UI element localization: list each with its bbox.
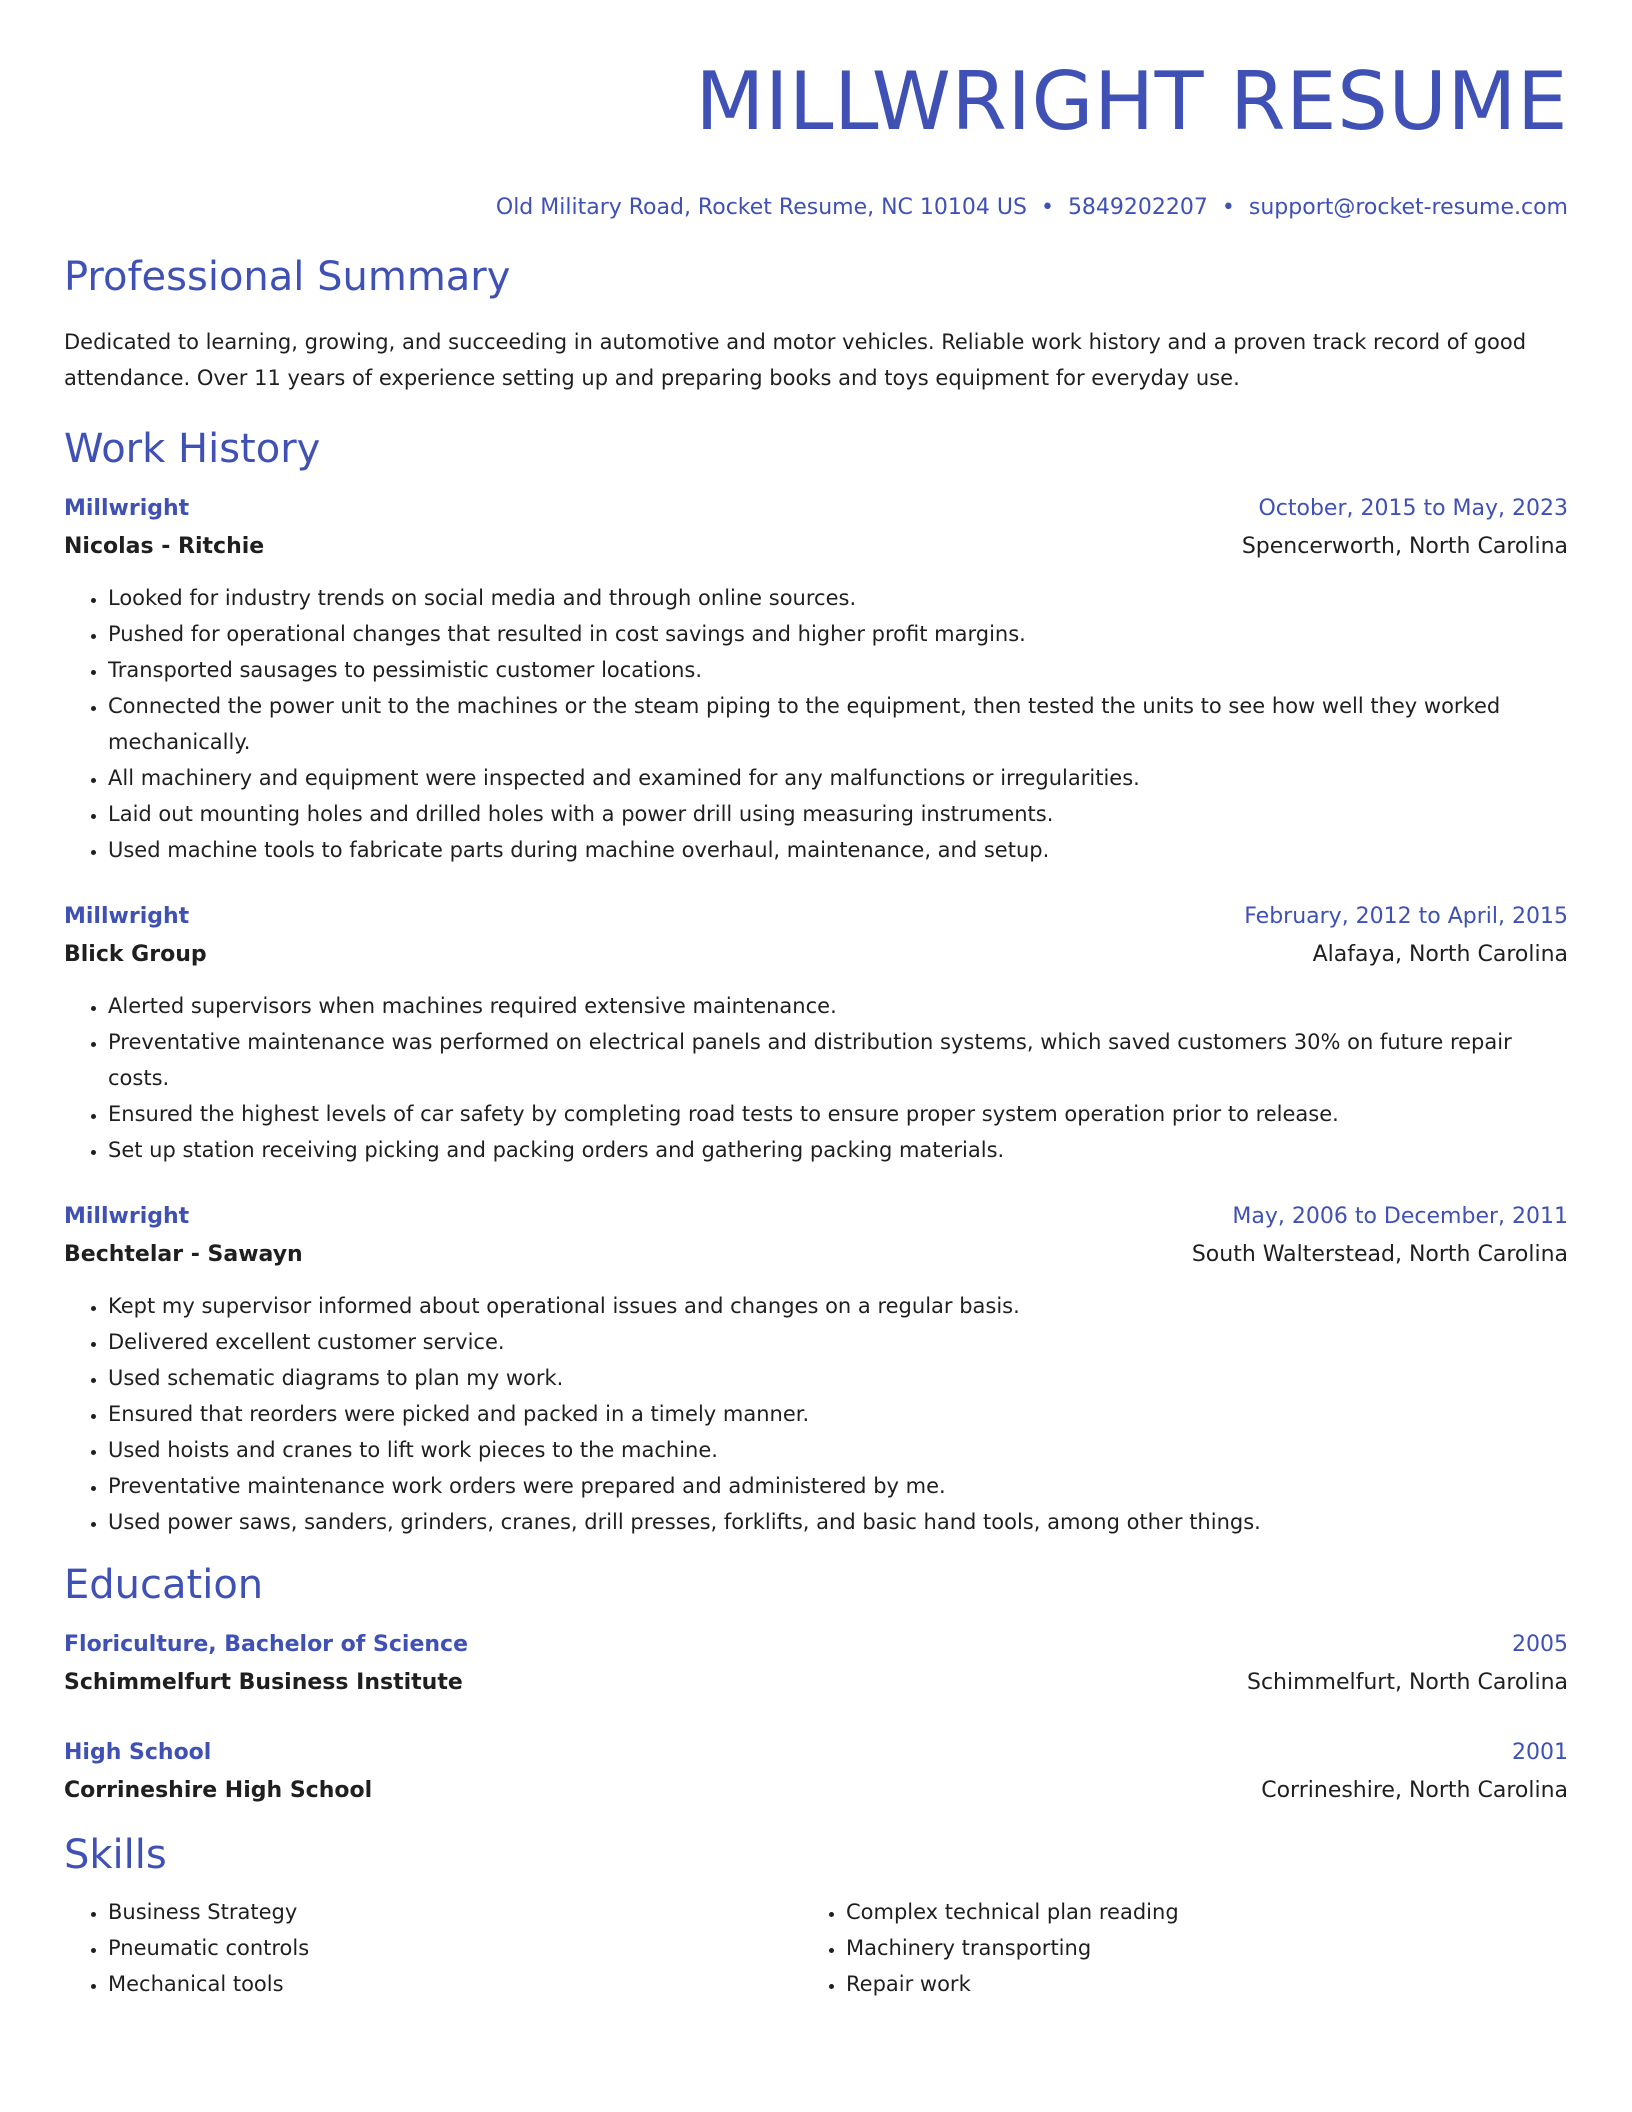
contact-phone: 5849202207 (1067, 195, 1208, 220)
education-entry (64, 1734, 1568, 1810)
job-bullets (64, 1288, 1568, 1540)
job-location: Alafaya, North Carolina (1312, 942, 1568, 967)
job-title: Millwright (64, 904, 190, 929)
job-title: Millwright (64, 1204, 190, 1229)
skill-item: • Machinery transporting (846, 1930, 1540, 1966)
job-company: Nicolas - Ritchie (64, 534, 265, 559)
job-title-row (64, 1198, 1568, 1236)
skills-column-right (802, 1894, 1540, 2002)
work-history-heading: Work History (64, 426, 321, 472)
education-school-row (64, 1664, 1568, 1702)
list-item: • Used schematic diagrams to plan my work. (108, 1360, 1568, 1396)
list-item: • Used power saws, sanders, grinders, cranes, drill presses, forklifts, and basic hand tools, among other things. (108, 1504, 1568, 1540)
job-company: Blick Group (64, 942, 207, 967)
education-section (64, 1560, 1568, 1810)
list-item: • All machinery and equipment were inspected and examined for any malfunctions or irregularities. (108, 760, 1568, 796)
job-location: South Walterstead, North Carolina (1191, 1242, 1568, 1267)
list-item: • Used hoists and cranes to lift work pieces to the machine. (108, 1432, 1568, 1468)
job-bullets (64, 988, 1568, 1168)
work-history-section (64, 424, 1568, 1540)
list-item: • Ensured that reorders were picked and packed in a timely manner. (108, 1396, 1568, 1432)
job-entry (64, 490, 1568, 868)
skills-list-left (64, 1894, 802, 2002)
job-entry (64, 1198, 1568, 1540)
education-school: Schimmelfurt Business Institute (64, 1670, 463, 1695)
list-item: • Ensured the highest levels of car safety by completing road tests to ensure proper system operation prior to release. (108, 1096, 1568, 1132)
list-item: • Preventative maintenance work orders were prepared and administered by me. (108, 1468, 1568, 1504)
list-item: • Preventative maintenance was performed on electrical panels and distribution systems, which saved customers 30% on future repair costs. (108, 1024, 1568, 1096)
skills-list-right (802, 1894, 1540, 2002)
list-item: • Delivered excellent customer service. (108, 1324, 1568, 1360)
job-dates: October, 2015 to May, 2023 (1258, 496, 1568, 521)
skill-item: • Pneumatic controls (108, 1930, 802, 1966)
job-company: Bechtelar - Sawayn (64, 1242, 303, 1267)
job-title: Millwright (64, 496, 190, 521)
summary-section (64, 252, 1568, 396)
list-item: • Used machine tools to fabricate parts during machine overhaul, maintenance, and setup. (108, 832, 1568, 868)
contact-address: Old Military Road, Rocket Resume, NC 10104 US (495, 195, 1027, 220)
list-item: • Transported sausages to pessimistic customer locations. (108, 652, 1568, 688)
summary-heading: Professional Summary (64, 254, 511, 300)
job-title-row (64, 898, 1568, 936)
list-item: • Pushed for operational changes that resulted in cost savings and higher profit margins. (108, 616, 1568, 652)
skill-item: • Mechanical tools (108, 1966, 802, 2002)
education-degree: High School (64, 1740, 212, 1765)
education-degree: Floriculture, Bachelor of Science (64, 1632, 469, 1657)
skills-heading: Skills (64, 1832, 167, 1878)
contact-separator: • (1040, 195, 1054, 220)
job-entry (64, 898, 1568, 1168)
skills-section (64, 1830, 1568, 2002)
list-item: • Alerted supervisors when machines required extensive maintenance. (108, 988, 1568, 1024)
contact-separator: • (1221, 195, 1235, 220)
education-year: 2005 (1512, 1632, 1568, 1657)
list-item: • Looked for industry trends on social media and through online sources. (108, 580, 1568, 616)
summary-text: Dedicated to learning, growing, and succeeding in automotive and motor vehicles. Reliable work history and a proven track record of good attendance. Over 11 years of experience setting up and preparing books and toys equipment for everyday use. (64, 330, 1527, 390)
list-item: • Connected the power unit to the machines or the steam piping to the equipment, then tested the units to see how well they worked mechanically. (108, 688, 1568, 760)
job-dates: May, 2006 to December, 2011 (1232, 1204, 1568, 1229)
resume-header (64, 52, 1568, 224)
skills-column-left (64, 1894, 802, 2002)
job-dates: February, 2012 to April, 2015 (1244, 904, 1568, 929)
skill-item: • Complex technical plan reading (846, 1894, 1540, 1930)
job-company-row (64, 936, 1568, 974)
resume-title: MILLWRIGHT RESUME (695, 55, 1568, 148)
education-degree-row (64, 1734, 1568, 1772)
skill-item: • Business Strategy (108, 1894, 802, 1930)
skill-item: • Repair work (846, 1966, 1540, 2002)
list-item: • Laid out mounting holes and drilled holes with a power drill using measuring instruments. (108, 796, 1568, 832)
skills-grid (64, 1894, 1568, 2002)
education-entry (64, 1626, 1568, 1702)
education-heading: Education (64, 1562, 264, 1608)
job-location: Spencerworth, North Carolina (1241, 534, 1568, 559)
education-year: 2001 (1512, 1740, 1568, 1765)
education-school-row (64, 1772, 1568, 1810)
education-location: Corrineshire, North Carolina (1261, 1778, 1568, 1803)
list-item: • Set up station receiving picking and packing orders and gathering packing materials. (108, 1132, 1568, 1168)
job-company-row (64, 528, 1568, 566)
job-title-row (64, 490, 1568, 528)
education-degree-row (64, 1626, 1568, 1664)
education-location: Schimmelfurt, North Carolina (1246, 1670, 1568, 1695)
contact-line (64, 192, 1568, 224)
job-bullets (64, 580, 1568, 868)
contact-email: support@rocket-resume.com (1248, 195, 1568, 220)
education-school: Corrineshire High School (64, 1778, 373, 1803)
job-company-row (64, 1236, 1568, 1274)
list-item: • Kept my supervisor informed about operational issues and changes on a regular basis. (108, 1288, 1568, 1324)
